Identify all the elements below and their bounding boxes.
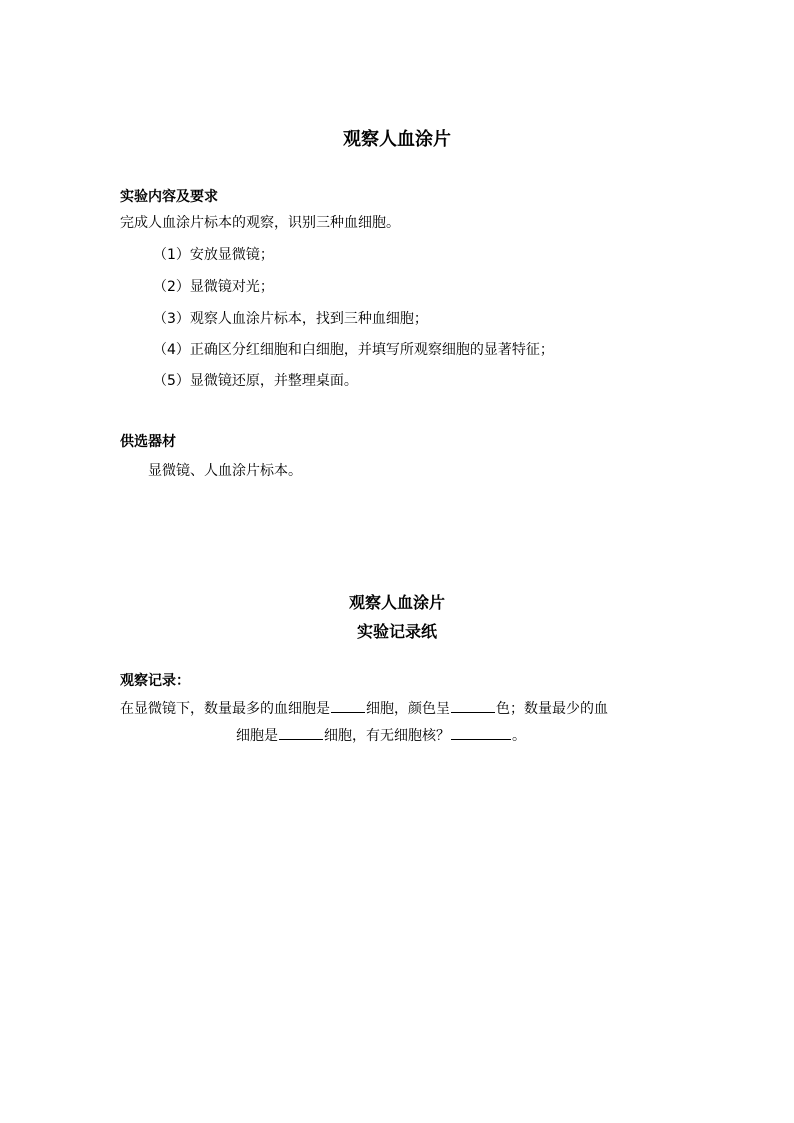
step-item-3: （3）观察人血涂片标本，找到三种血细胞；	[153, 311, 428, 327]
record-sheet-subtitle: 实验记录纸	[356, 622, 437, 641]
step-item-2: （2）显微镜对光；	[153, 279, 274, 295]
blank-most-cell[interactable]	[331, 698, 365, 713]
blank-color[interactable]	[451, 698, 495, 713]
materials-text: 显微镜、人血涂片标本。	[148, 463, 302, 479]
blank-nucleus[interactable]	[451, 725, 511, 740]
step-item-5: （5）显微镜还原，并整理桌面。	[153, 373, 358, 389]
record-line-1-part-2: 细胞，颜色呈	[366, 701, 450, 717]
step-item-4: （4）正确区分红细胞和白细胞，并填写所观察细胞的显著特征；	[153, 342, 554, 358]
section-heading-materials: 供选器材	[120, 434, 176, 450]
section-heading-requirements: 实验内容及要求	[120, 189, 218, 205]
step-item-1: （1）安放显微镜；	[153, 247, 274, 263]
record-line-2-part-3: 。	[512, 728, 526, 744]
blank-least-cell[interactable]	[279, 725, 323, 740]
record-line-1-part-1: 在显微镜下，数量最多的血细胞是	[120, 701, 330, 717]
record-heading: 观察记录：	[120, 673, 190, 689]
record-line-2	[236, 725, 526, 745]
record-line-1	[120, 698, 608, 718]
requirements-intro: 完成人血涂片标本的观察，识别三种血细胞。	[120, 215, 400, 231]
record-line-2-part-1: 细胞是	[236, 728, 278, 744]
record-line-1-part-3: 色；数量最少的血	[496, 701, 608, 717]
page-title: 观察人血涂片	[343, 129, 451, 150]
record-line-2-part-2: 细胞，有无细胞核？	[324, 728, 450, 744]
record-sheet-title: 观察人血涂片	[348, 593, 445, 612]
